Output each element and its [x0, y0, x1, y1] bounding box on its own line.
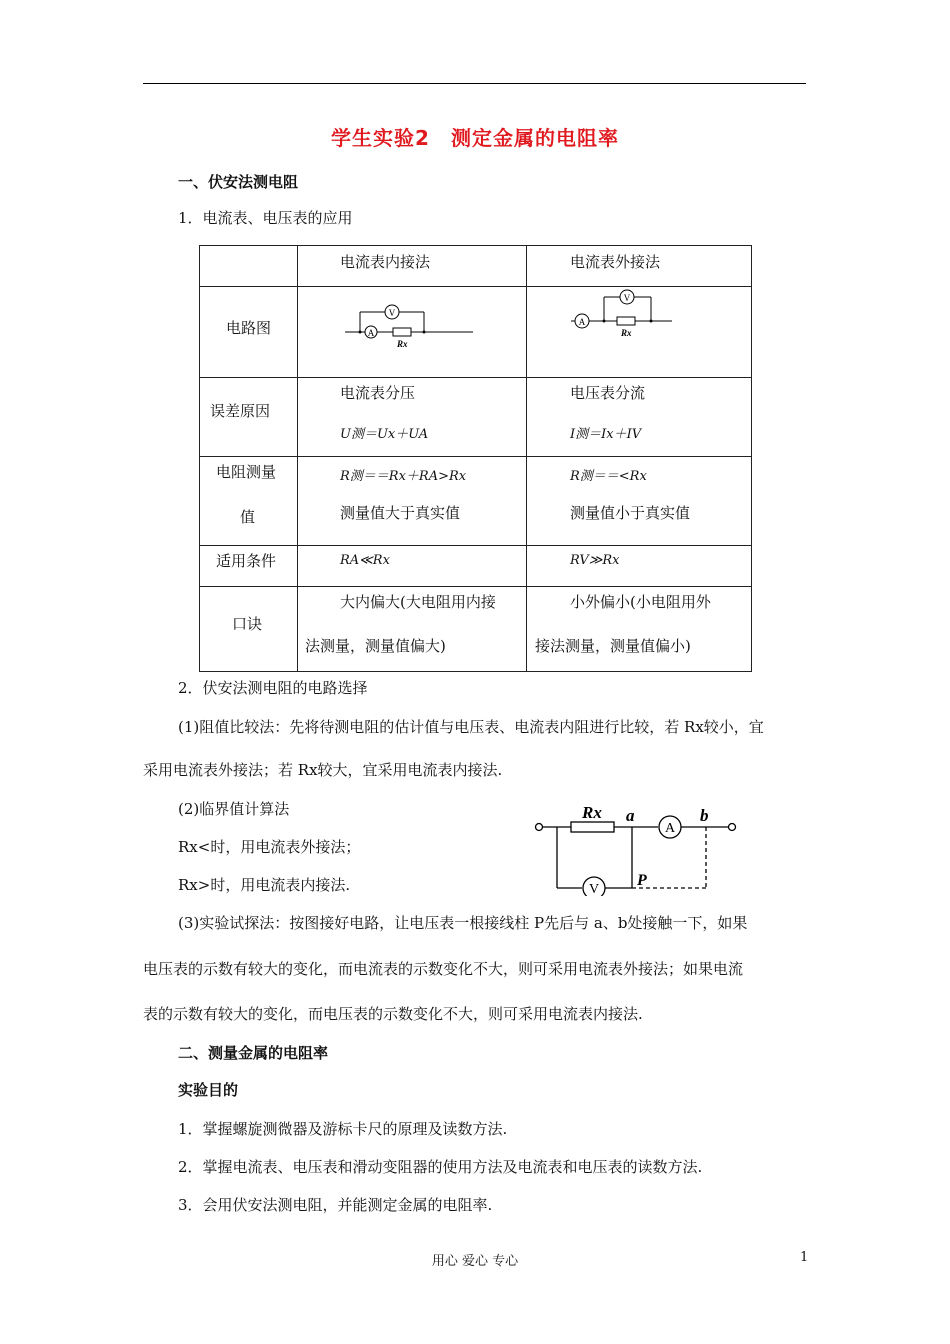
ammeter-symbol: A — [664, 821, 676, 836]
section-heading-2: 二、测量金属的电阻率 — [178, 1044, 329, 1062]
paragraph-3-line-1: (3)实验试探法：按图接好电路，让电压表一根接线柱 P先后与 a、b处接触一下，如果 — [178, 914, 748, 932]
outer-error-cell: 电压表分流 I测＝Ix＋IV — [527, 378, 752, 457]
paragraph-3-line-2: 电压表的示数有较大的变化，而电流表的示数变化不大，则可采用电流表外接法；如果电流 — [143, 960, 744, 978]
paragraph-2-case-b: Rx>时，用电流表内接法. — [178, 876, 351, 894]
page-footer: 用心 爱心 专心 — [431, 1254, 519, 1269]
probe-p-label: P — [637, 872, 647, 889]
outer-circuit-diagram — [569, 287, 709, 343]
inner-circuit-cell — [298, 287, 527, 378]
ammeter-symbol: A — [578, 317, 586, 327]
paragraph-2: (2)临界值计算法 — [178, 800, 290, 818]
paragraph-2-case-a: Rx<时，用电流表外接法； — [178, 838, 361, 856]
table-header-outer: 电流表外接法 — [527, 246, 752, 287]
paragraph-1-line-2: 采用电流表外接法；若 Rx较大，宜采用电流表内接法. — [143, 761, 503, 779]
table-corner-cell — [200, 246, 298, 287]
paragraph-1-line-1: (1)阻值比较法：先将待测电阻的估计值与电压表、电流表内阻进行比较，若 Rx较小，宜 — [178, 718, 764, 736]
inner-circuit-diagram — [343, 299, 483, 355]
row-label-error: 误差原因 — [200, 378, 298, 457]
outer-circuit-cell — [527, 287, 752, 378]
outer-measured-cell: R测＝＝<Rx 测量值小于真实值 — [527, 457, 752, 546]
outer-mnemonic-cell: 小外偏小(小电阻用外 接法测量，测量值偏小) — [527, 587, 752, 672]
node-a-label: a — [626, 806, 635, 825]
table-header-inner: 电流表内接法 — [298, 246, 527, 287]
row-label-mnemonic: 口诀 — [200, 587, 298, 672]
subheading-1: 1．电流表、电压表的应用 — [178, 209, 353, 227]
purpose-item: 3．会用伏安法测电阻，并能测定金属的电阻率. — [178, 1196, 493, 1214]
outer-condition-cell: RV≫Rx — [527, 546, 752, 587]
paragraph-3-line-3: 表的示数有较大的变化，而电压表的示数变化不大，则可采用电流表内接法. — [143, 1005, 643, 1023]
top-rule — [143, 83, 806, 84]
purpose-heading: 实验目的 — [178, 1081, 239, 1099]
page-number: 1 — [800, 1250, 809, 1265]
subheading-2: 2．伏安法测电阻的电路选择 — [178, 679, 368, 697]
inner-error-cell: 电流表分压 U测＝Ux＋UA — [298, 378, 527, 457]
trial-circuit-diagram — [530, 800, 740, 896]
inner-condition-cell: RA≪Rx — [298, 546, 527, 587]
row-label-condition: 适用条件 — [200, 546, 298, 587]
node-b-label: b — [700, 806, 709, 825]
voltmeter-symbol: V — [388, 308, 396, 318]
purpose-item: 2．掌握电流表、电压表和滑动变阻器的使用方法及电流表和电压表的读数方法. — [178, 1158, 703, 1176]
page-title: 学生实验2 测定金属的电阻率 — [331, 126, 619, 150]
purpose-item: 1．掌握螺旋测微器及游标卡尺的原理及读数方法. — [178, 1120, 508, 1138]
row-label-circuit: 电路图 — [200, 287, 298, 378]
voltmeter-symbol: V — [588, 882, 600, 896]
row-label-measured: 电阻测量 值 — [200, 457, 298, 546]
voltmeter-symbol: V — [623, 293, 631, 303]
section-heading-1: 一、伏安法测电阻 — [178, 173, 299, 191]
rx-label: Rx — [582, 803, 602, 822]
rx-label: Rx — [397, 339, 408, 349]
inner-measured-cell: R测＝＝Rx＋RA>Rx 测量值大于真实值 — [298, 457, 527, 546]
rx-label: Rx — [621, 328, 632, 338]
inner-mnemonic-cell: 大内偏大(大电阻用内接 法测量，测量值偏大) — [298, 587, 527, 672]
comparison-table — [199, 245, 752, 672]
ammeter-symbol: A — [367, 328, 375, 338]
